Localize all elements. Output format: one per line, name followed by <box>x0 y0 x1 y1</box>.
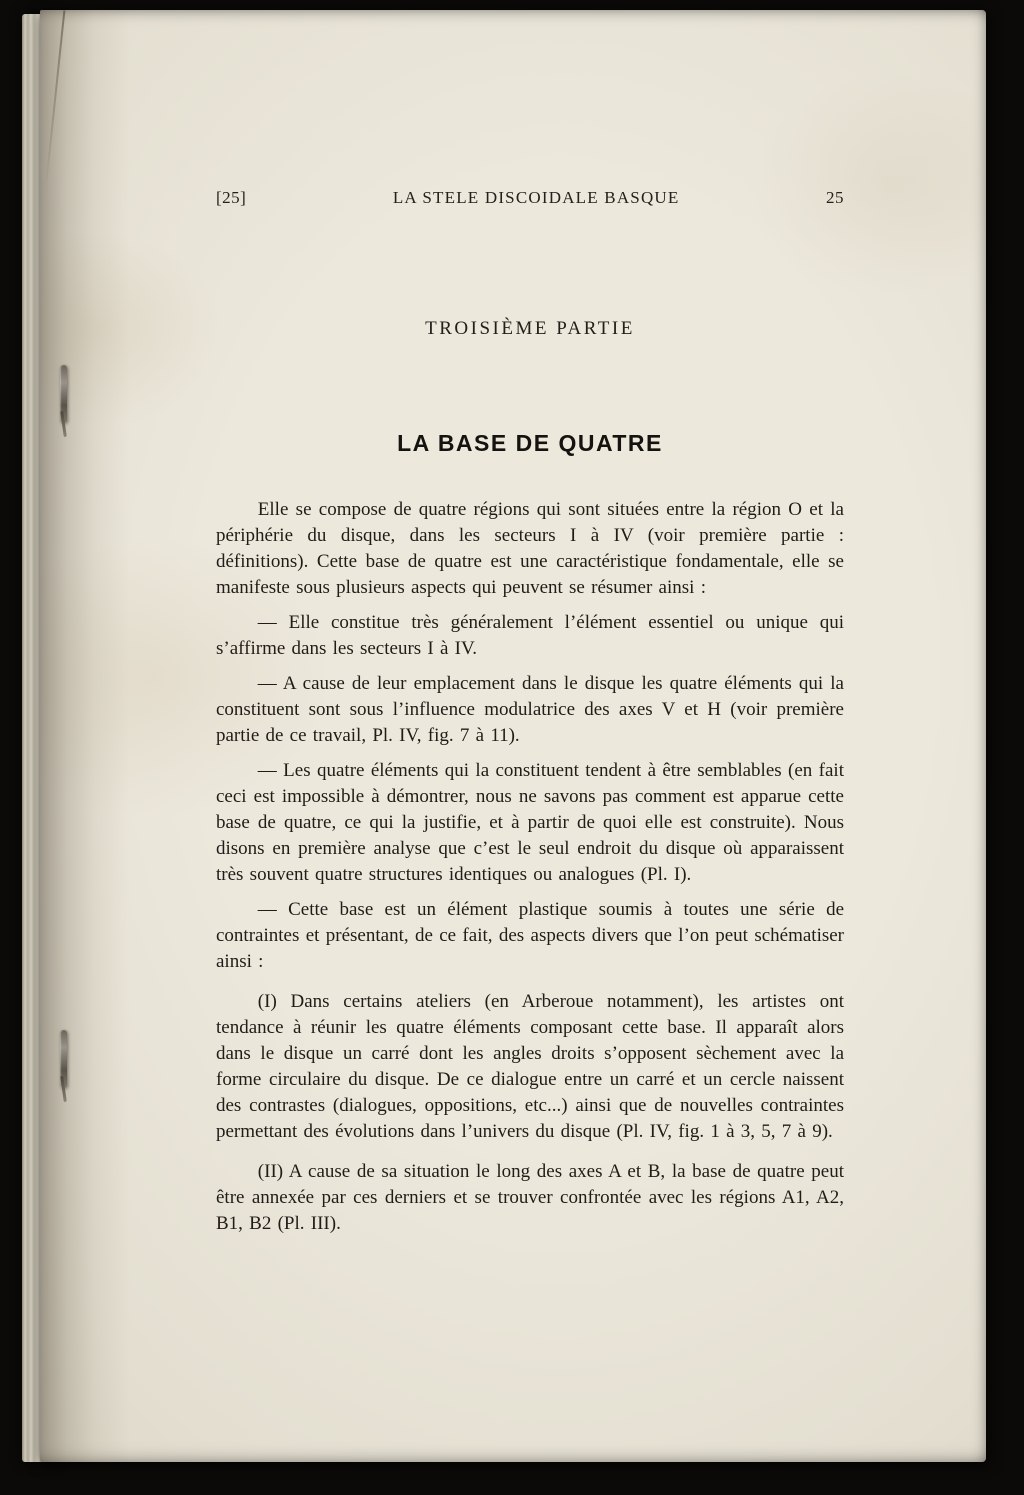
spine-shadow <box>40 10 130 1462</box>
body-text <box>216 497 844 1237</box>
header-running-title: LA STELE DISCOIDALE BASQUE <box>392 188 680 207</box>
header-bracket-number: [25] <box>216 188 247 207</box>
paragraph-dash-4: — Cette base est un élément plastique soumis à toutes une série de contraintes et présentant, de ce fait, des aspects divers que l’on peut schématiser ainsi : <box>216 899 844 972</box>
book-page <box>40 10 986 1462</box>
section-title: LA BASE DE QUATRE <box>397 430 663 456</box>
part-title: TROISIÈME PARTIE <box>425 318 635 339</box>
paragraph-intro: Elle se compose de quatre régions qui sont situées entre la région O et la périphérie du disque, dans les secteurs I à IV (voir première partie : définitions). Cette base de quatre est une caractéristique fondamentale, elle se manifeste sous plusieurs aspects qui peuvent se résumer ainsi : <box>216 499 844 598</box>
header-page-number: 25 <box>826 188 844 207</box>
paragraph-point-1: (I) Dans certains ateliers (en Arberoue notamment), les artistes ont tendance à réunir les quatre éléments composant cette base. Il apparaît alors dans le disque un carré dont les angles droits s’opposent sèchement avec la forme circulaire du disque. De ce dialogue entre un carré et un cercle naissent des contrastes (dialogues, oppositions, etc...) ainsi que de nouvelles contraintes permettant des évolutions dans l’univers du disque (Pl. IV, fig. 1 à 3, 5, 7 à 9). <box>216 991 844 1142</box>
staple-bottom <box>60 1030 67 1088</box>
corner-crease <box>45 10 66 189</box>
paragraph-dash-3: — Les quatre éléments qui la constituent tendent à être semblables (en fait ceci est impossible à démontrer, nous ne savons pas comment est apparue cette base de quatre, ce qui la justifie, et à partir de quoi elle est construite). Nous disons en première analyse que c’est le seul endroit du disque où apparaissent très souvent quatre structures identiques ou analogues (Pl. I). <box>216 760 844 885</box>
page-content <box>216 188 844 1246</box>
paragraph-dash-1: — Elle constitue très généralement l’élément essentiel ou unique qui s’affirme dans les secteurs I à IV. <box>216 612 844 659</box>
paragraph-dash-2: — A cause de leur emplacement dans le disque les quatre éléments qui la constituent sont sous l’influence modulatrice des axes V et H (voir première partie de ce travail, Pl. IV, fig. 7 à 11). <box>216 673 844 746</box>
staple-top <box>60 365 67 423</box>
page-header <box>216 188 844 208</box>
paragraph-point-2: (II) A cause de sa situation le long des axes A et B, la base de quatre peut être annexée par ces derniers et se trouver confrontée avec les régions A1, A2, B1, B2 (Pl. III). <box>216 1161 844 1234</box>
